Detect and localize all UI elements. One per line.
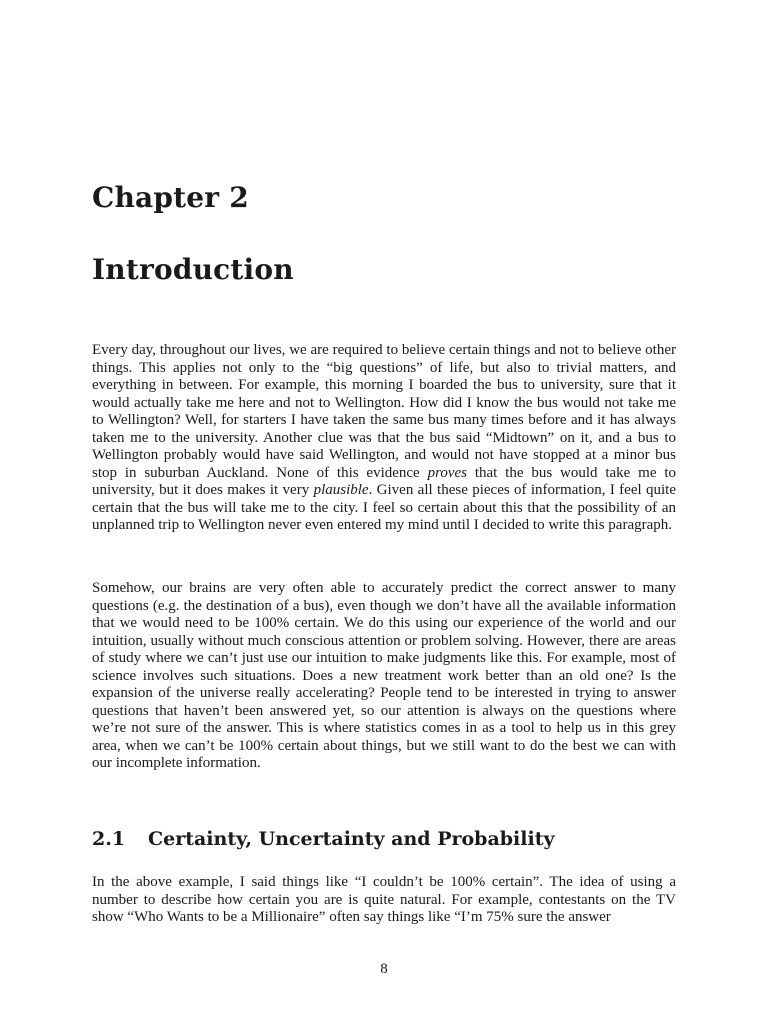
paragraph-1-text-b: that the bus would take me to university, but it does makes it very xyxy=(92,464,676,498)
paragraph-1-text-c: . Given all these pieces of information, I feel quite certain that the bus will take me to the city. I feel so certain about this that the possibility of an unplanned trip to Wellington never even entered my mind until I decided to write this paragraph. xyxy=(92,482,676,533)
paragraph-1 xyxy=(92,342,676,535)
paragraph-1-text-a: Every day, throughout our lives, we are required to believe certain things and not to believe other things. This applies not only to the “big questions” of life, but also to trivial matters, and everything in between. For example, this morning I boarded the bus to university, sure that it would actually take me here and not to Wellington. How did I know the bus would not take me to Wellington? Well, for starters I have taken the same bus many times before and it has always taken me to the university. Another clue was that the bus said “Midtown” on it, and a bus to Wellington probably would have said Wellington, and would not have stopped at a minor bus stop in suburban Auckland. None of this evidence xyxy=(92,342,676,481)
paragraph-2 xyxy=(92,580,676,773)
section-heading xyxy=(92,825,555,853)
chapter-title: Introduction xyxy=(92,253,294,286)
paragraph-3 xyxy=(92,874,676,927)
chapter-label: Chapter 2 xyxy=(92,181,249,214)
paragraph-3-text: In the above example, I said things like “I couldn’t be 100% certain”. The idea of using a number to describe how certain you are is quite natural. For example, contestants on the TV show “Who Wants to be a Millionaire” often say things like “I’m 75% sure the answer xyxy=(92,874,676,925)
section-title: Certainty, Uncertainty and Probability xyxy=(148,828,555,850)
paragraph-2-text: Somehow, our brains are very often able to accurately predict the correct answer to many questions (e.g. the destination of a bus), even though we don’t have all the available information that we would need to be 100% certain. We do this using our experience of the world and our intuition, usually without much conscious attention or problem solving. However, there are areas of study where we can’t just use our intuition to make judgments like this. For example, most of science involves such situations. Does a new treatment work better than an old one? Is the expansion of the universe really accelerating? People tend to be interested in trying to answer questions that haven’t been answered yet, so our attention is always on the questions where we’re not sure of the answer. This is where statistics comes in as a tool to help us in this grey area, when we can’t be 100% certain about things, but we still want to do the best we can with our incomplete information. xyxy=(92,580,676,771)
emphasis-proves: proves xyxy=(427,464,467,481)
page-number: 8 xyxy=(380,961,388,977)
emphasis-plausible: plausible xyxy=(313,482,369,498)
section-number: 2.1 xyxy=(92,828,126,850)
